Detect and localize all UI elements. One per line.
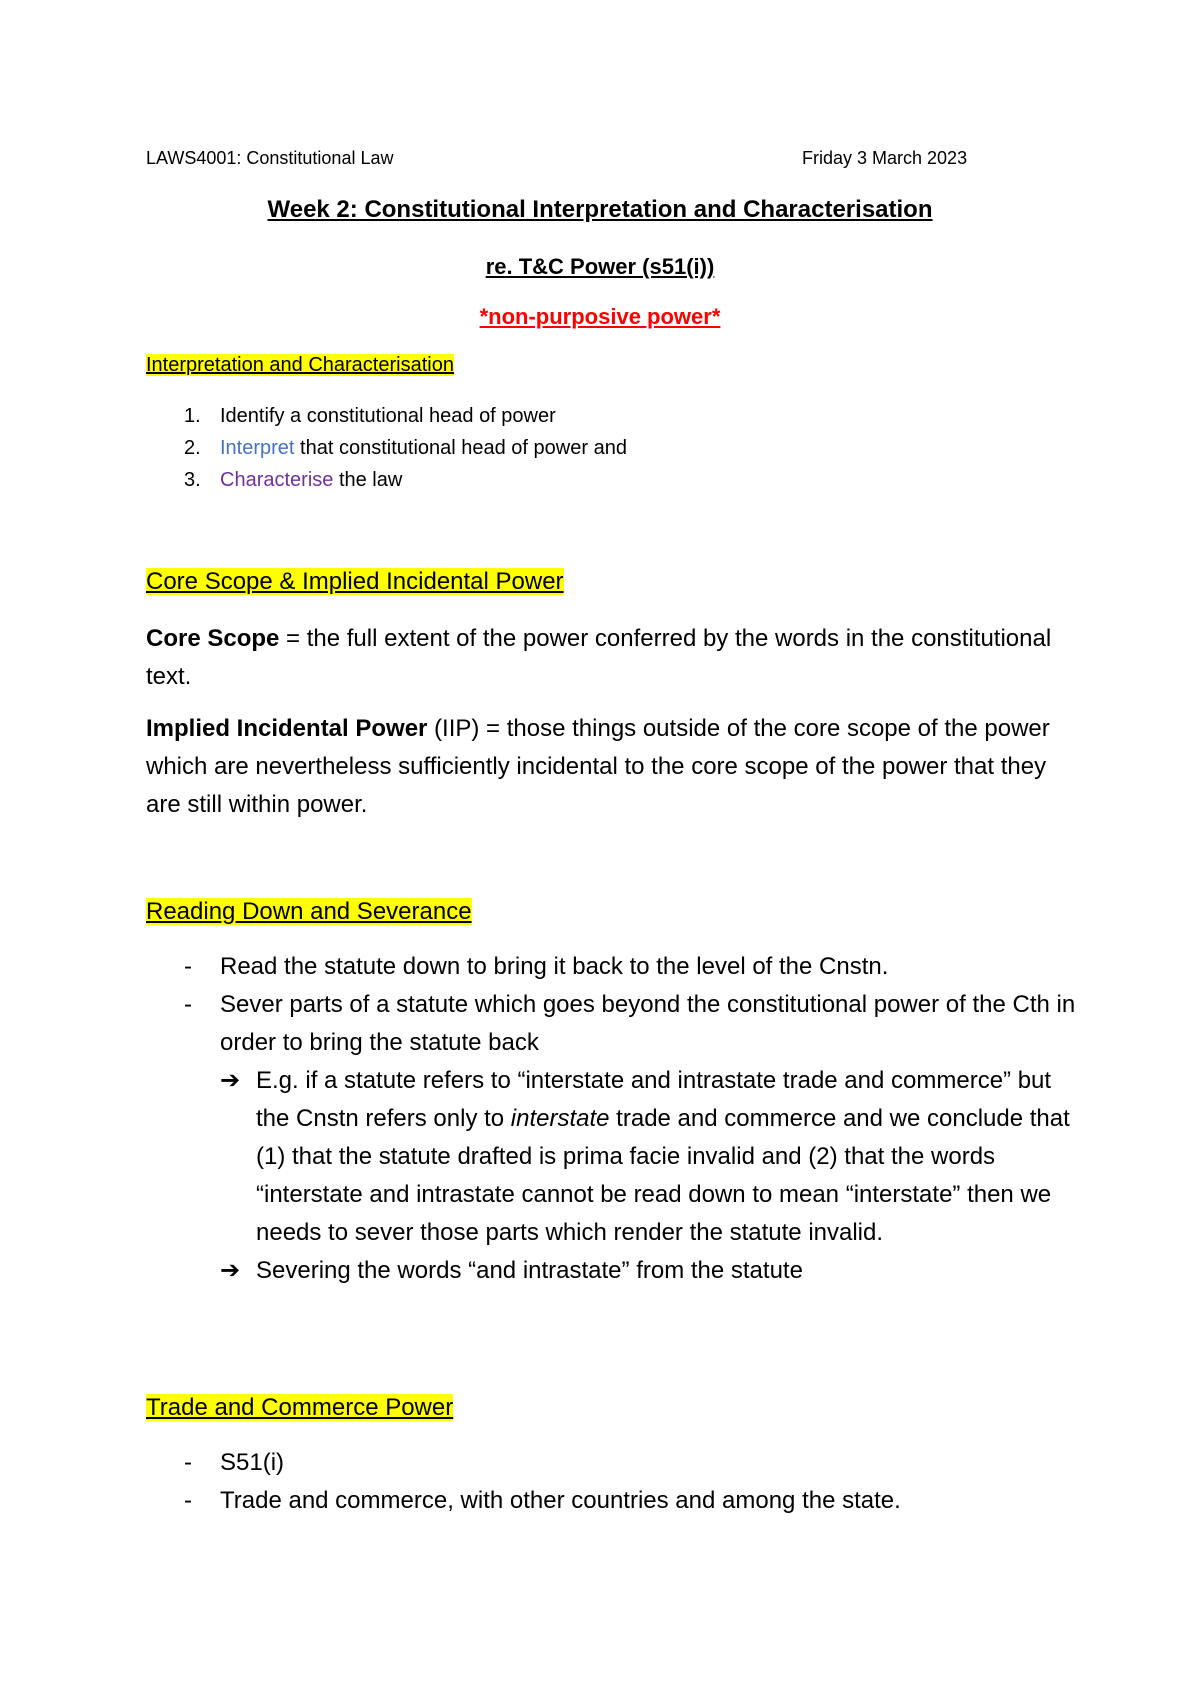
list-item xyxy=(146,948,1076,986)
term: Core Scope xyxy=(146,625,280,652)
lecture-date: Friday 3 March 2023 xyxy=(802,148,968,168)
arrow-icon: ➔ xyxy=(220,1067,241,1094)
dash-bullet: - xyxy=(184,991,192,1018)
section-heading-interpretation xyxy=(146,354,454,377)
term: Implied Incidental Power xyxy=(146,715,428,742)
item-text: E.g. if a statute refers to “interstate and intrastate trade and commerce” but the Cnstn refers only to xyxy=(256,1067,1052,1132)
arrow-icon: ➔ xyxy=(220,1257,241,1284)
item-text: trade and commerce and we conclude that (1) that the statute drafted is prima facie invalid and (2) that the words “interstate and intrastate cannot be read down to mean “interstate” then we needs to sever those parts which render the statute invalid. xyxy=(256,1105,1070,1246)
heading-text: Reading Down and Severance xyxy=(146,898,472,925)
list-item xyxy=(146,1062,1076,1252)
list-item xyxy=(146,986,1076,1290)
item-keyword: Interpret xyxy=(220,437,295,459)
section-heading-reading-down xyxy=(146,898,472,926)
item-text: S51(i) xyxy=(220,1449,285,1476)
list-item xyxy=(146,464,627,496)
dash-bullet: - xyxy=(184,1449,192,1476)
dash-bullet: - xyxy=(184,1487,192,1514)
list-item xyxy=(146,400,627,432)
interpretation-steps xyxy=(146,400,627,496)
item-number: 2. xyxy=(184,437,201,459)
definition: (IIP) = those things outside of the core scope of the power which are nevertheless sufficiently incidental to the core scope of the power that they are still within power. xyxy=(146,715,1050,818)
list-item xyxy=(146,1482,1076,1520)
page-title: Week 2: Constitutional Interpretation and Characterisation xyxy=(267,196,933,223)
item-number: 1. xyxy=(184,405,201,427)
item-text: Severing the words “and intrastate” from the statute xyxy=(256,1257,803,1284)
item-keyword: Characterise xyxy=(220,469,334,491)
core-scope-definition xyxy=(146,620,1076,696)
trade-list xyxy=(146,1444,1076,1520)
page-subtitle: re. T&C Power (s51(i)) xyxy=(485,254,715,279)
item-number: 3. xyxy=(184,469,201,491)
iip-definition xyxy=(146,710,1076,824)
dash-bullet: - xyxy=(184,953,192,980)
reading-down-list xyxy=(146,948,1076,1290)
item-text: Read the statute down to bring it back to the level of the Cnstn. xyxy=(220,953,889,980)
emphasis: interstate xyxy=(510,1105,610,1132)
list-item xyxy=(146,432,627,464)
power-note: *non-purposive power* xyxy=(479,304,721,329)
list-item xyxy=(146,1252,1076,1290)
item-text: the law xyxy=(333,469,403,491)
item-text: that constitutional head of power and xyxy=(294,437,627,459)
heading-text: Interpretation and Characterisation xyxy=(146,354,454,376)
definition: = the full extent of the power conferred by the words in the constitutional text. xyxy=(146,625,1052,690)
item-text: Sever parts of a statute which goes beyond the constitutional power of the Cth in order to bring the statute back xyxy=(220,991,1076,1056)
section-heading-trade xyxy=(146,1394,453,1422)
item-text: Identify a constitutional head of power xyxy=(220,405,556,427)
heading-text: Trade and Commerce Power xyxy=(146,1394,454,1421)
item-text: Trade and commerce, with other countries and among the state. xyxy=(220,1487,901,1514)
course-name: LAWS4001: Constitutional Law xyxy=(146,148,394,168)
heading-text: Core Scope & Implied Incidental Power xyxy=(146,568,564,595)
example-list xyxy=(146,1062,1076,1290)
section-heading-core-scope xyxy=(146,568,564,596)
list-item xyxy=(146,1444,1076,1482)
